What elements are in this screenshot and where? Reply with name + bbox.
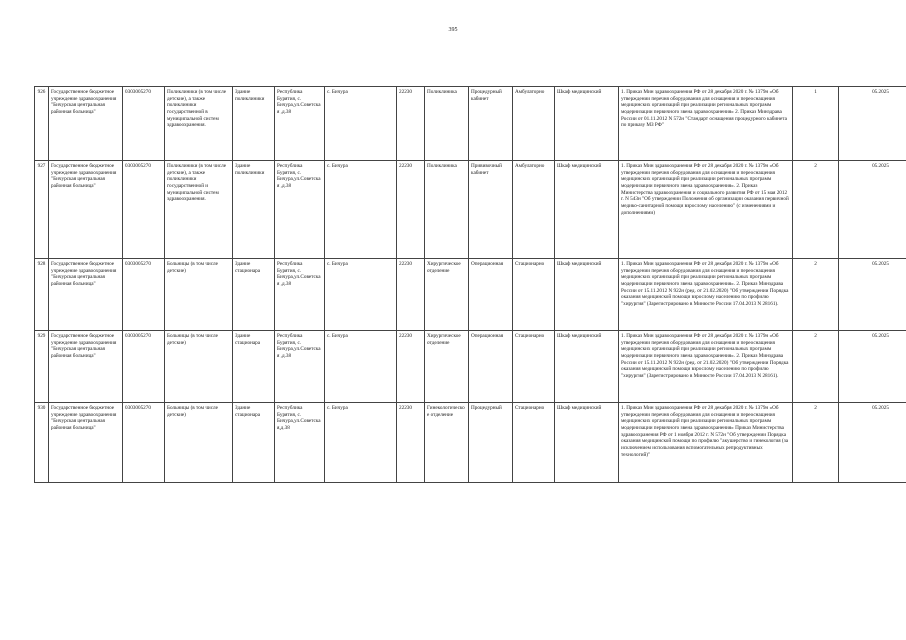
quantity-cell: 2 <box>793 403 839 483</box>
table-row <box>35 87 906 161</box>
page-number: 395 <box>448 27 458 33</box>
delivery-date-cell: 05.2025 <box>839 87 906 161</box>
room-cell: Процедурный <box>469 403 513 483</box>
equipment-name-cell: Шкаф медицинский <box>555 331 619 403</box>
settlement-cell: с. Бичура <box>325 161 397 259</box>
care-mode-cell: Стационарно <box>513 331 555 403</box>
organization-code-cell: 0303005270 <box>123 259 165 331</box>
department-cell: Хирургическое отделение <box>425 259 469 331</box>
row-number-cell: 929 <box>35 331 49 403</box>
postcode-cell: 22230 <box>397 403 425 483</box>
legal-basis-cell: 1. Приказ Мин здравоохранения РФ от 28 декабря 2020 г. № 1379н «Об утверждении перечня оборудования для оснащения и переоснащения медицинских организаций при реализации региональных программ модернизации первичного звена здравоохранения». 2. Приказ Минздрава России от 15.11.2012 N 922н (ред. от 21.02.2020) "Об утверждении Порядка оказания медицинской помощи взрослому населению по профилю "хирургия" (Зарегистрировано в Минюсте России 17.04.2013 N 28161). <box>619 331 793 403</box>
delivery-date-cell: 05.2025 <box>839 259 906 331</box>
facility-type-cell: Больницы (в том числе детские) <box>165 403 233 483</box>
facility-type-cell: Поликлиники (в том числе детские), а также поликлиники государственной в муниципальной систем здравоохранения. <box>165 87 233 161</box>
postcode-cell: 22230 <box>397 331 425 403</box>
building-name-cell: Здание поликлиники <box>233 161 275 259</box>
building-name-cell: Здание стационара <box>233 403 275 483</box>
organization-name-cell: Государственное бюджетное учреждение здравоохранения "Бичурская центральная районная больница" <box>49 259 123 331</box>
equipment-name-cell: Шкаф медицинский <box>555 259 619 331</box>
address-cell: Республика Бурятия, с. Бичура,ул.Советская ,д.38 <box>275 87 325 161</box>
organization-code-cell: 0303005270 <box>123 161 165 259</box>
delivery-date-cell: 05.2025 <box>839 331 906 403</box>
organization-code-cell: 0303005270 <box>123 331 165 403</box>
department-cell: Поликлиника <box>425 87 469 161</box>
care-mode-cell: Стационарно <box>513 259 555 331</box>
organization-name-cell: Государственное бюджетное учреждение здравоохранения "Бичурская центральная районная больница" <box>49 331 123 403</box>
quantity-cell: 2 <box>793 331 839 403</box>
address-cell: Республика Бурятия, с. Бичура,ул.Советская,д.38 <box>275 403 325 483</box>
quantity-cell: 1 <box>793 87 839 161</box>
building-name-cell: Здание стационара <box>233 259 275 331</box>
organization-code-cell: 0303005270 <box>123 87 165 161</box>
table-row <box>35 331 906 403</box>
organization-name-cell: Государственное бюджетное учреждение здравоохранения "Бичурская центральная районная больница" <box>49 87 123 161</box>
equipment-name-cell: Шкаф медицинский <box>555 403 619 483</box>
organization-code-cell: 0303005270 <box>123 403 165 483</box>
department-cell: Поликлиника <box>425 161 469 259</box>
care-mode-cell: Стационарно <box>513 403 555 483</box>
room-cell: Процедурный кабинет <box>469 87 513 161</box>
equipment-name-cell: Шкаф медицинский <box>555 161 619 259</box>
legal-basis-cell: 1. Приказ Мин здравоохранения РФ от 28 декабря 2020 г. № 1379н «Об утверждении перечня оборудования для оснащения и переоснащения медицинских организаций при реализации региональных программ модернизации первичного звена здравоохранения» Приказ Министерства здравоохранения РФ от 1 ноября 2012 г. N 572н "Об утверждении Порядка оказания медицинской помощи по профилю "акушерство и гинекология (за исключением использования вспомогательных репродуктивных технологий)" <box>619 403 793 483</box>
table-row <box>35 403 906 483</box>
settlement-cell: с. Бичура <box>325 259 397 331</box>
table-row <box>35 161 906 259</box>
quantity-cell: 2 <box>793 161 839 259</box>
facility-type-cell: Больницы (в том числе детские) <box>165 331 233 403</box>
legal-basis-cell: 1. Приказ Мин здравоохранения РФ от 28 декабря 2020 г. № 1379н «Об утверждении перечня оборудования для оснащения и переоснащения медицинских организаций при реализации региональных программ модернизации первичного звена здравоохранения». 2. Приказ Министерства здравоохранения и социального развития РФ от 15 мая 2012 г. N 543н "Об утверждении Положения об организации оказания первичной медико-санитарной помощи взрослому населению" (с изменениями и дополнениями) <box>619 161 793 259</box>
building-name-cell: Здание стационара <box>233 331 275 403</box>
address-cell: Республика Бурятия, с. Бичура,ул.Советская ,д.38 <box>275 331 325 403</box>
room-cell: Операционная <box>469 331 513 403</box>
settlement-cell: с. Бичура <box>325 331 397 403</box>
row-number-cell: 928 <box>35 259 49 331</box>
row-number-cell: 930 <box>35 403 49 483</box>
address-cell: Республика Бурятия, с. Бичура,ул.Советская ,д.38 <box>275 259 325 331</box>
room-cell: Операционная <box>469 259 513 331</box>
care-mode-cell: Амбулаторно <box>513 161 555 259</box>
settlement-cell: с. Бичура <box>325 403 397 483</box>
room-cell: Прививочный кабинет <box>469 161 513 259</box>
address-cell: Республика Бурятия, с. Бичура,ул.Советская ,д.38 <box>275 161 325 259</box>
facility-type-cell: Поликлиники (в том числе детские), а также поликлиники государственной и муниципальной систем здравоохранения. <box>165 161 233 259</box>
postcode-cell: 22230 <box>397 87 425 161</box>
postcode-cell: 22230 <box>397 259 425 331</box>
delivery-date-cell: 05.2025 <box>839 403 906 483</box>
legal-basis-cell: 1. Приказ Мин здравоохранения РФ от 28 декабря 2020 г. № 1379н «Об утверждении перечня оборудования для оснащения и переоснащения медицинских организаций при реализации региональных программ модернизации первичного звена здравоохранения». 2. Приказ Минздрава России от 15.11.2012 N 922н (ред. от 21.02.2020) "Об утверждении Порядка оказания медицинской помощи взрослому населению по профилю "хирургия" (Зарегистрировано в Минюсте России 17.04.2013 N 28161). <box>619 259 793 331</box>
organization-name-cell: Государственное бюджетное учреждение здравоохранения "Бичурская центральная районная больница" <box>49 161 123 259</box>
care-mode-cell: Амбулаторно <box>513 87 555 161</box>
delivery-date-cell: 05.2025 <box>839 161 906 259</box>
facility-type-cell: Больницы (в том числе детские) <box>165 259 233 331</box>
settlement-cell: с. Бичура <box>325 87 397 161</box>
equipment-register-table <box>34 86 906 483</box>
quantity-cell: 2 <box>793 259 839 331</box>
building-name-cell: Здание поликлиники <box>233 87 275 161</box>
equipment-name-cell: Шкаф медицинский <box>555 87 619 161</box>
table-row <box>35 259 906 331</box>
organization-name-cell: Государственное бюджетное учреждение здравоохранения "Бичурская центральная районная больница" <box>49 403 123 483</box>
department-cell: Гинекологическое отделение <box>425 403 469 483</box>
department-cell: Хирургическое отделение <box>425 331 469 403</box>
row-number-cell: 927 <box>35 161 49 259</box>
legal-basis-cell: 1. Приказ Мин здравоохранения РФ от 28 декабря 2020 г. № 1379н «Об утверждении перечня оборудования для оснащения и переоснащения медицинских организаций при реализации региональных программ модернизации первичного звена здравоохранения» 2. Приказ Минздрава России от 01.11.2012 N 572н "Стандарт оснащения процедурного кабинета по приказу МЗ РФ" <box>619 87 793 161</box>
row-number-cell: 926 <box>35 87 49 161</box>
postcode-cell: 22230 <box>397 161 425 259</box>
